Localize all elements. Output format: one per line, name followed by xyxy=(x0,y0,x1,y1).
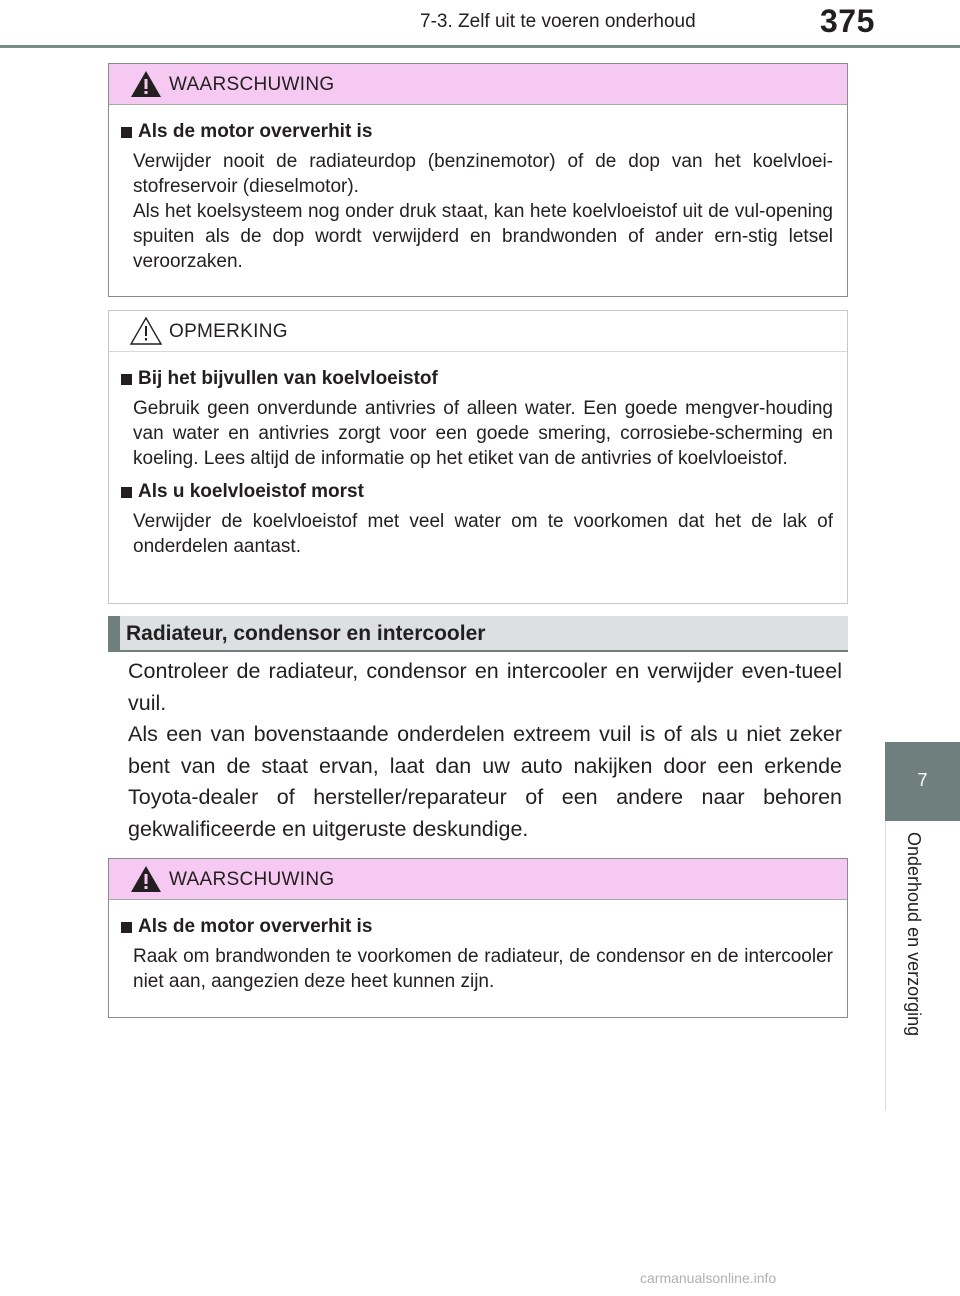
note-item-heading xyxy=(119,368,833,390)
warning-item-text xyxy=(119,944,833,994)
warning-box xyxy=(108,858,848,1018)
running-header: 7-3. Zelf uit te voeren onderhoud xyxy=(420,11,696,32)
warning-item-heading xyxy=(119,916,833,938)
warning-item-text xyxy=(119,149,833,274)
warning-box xyxy=(108,63,848,297)
warning-paragraph: Als het koelsysteem nog onder druk staat, kan hete koelvloeistof uit de vul-opening spuiten als de dop wordt verwijderd en brandwonden of ander ern-stig letsel veroorzaken. xyxy=(133,201,833,272)
bullet-square-icon xyxy=(121,374,132,385)
note-item-heading-text: Bij het bijvullen van koelvloeistof xyxy=(138,368,438,389)
chapter-tab xyxy=(885,742,960,821)
note-item-heading xyxy=(119,481,833,503)
section-heading xyxy=(108,616,848,652)
warning-paragraph: Raak om brandwonden te voorkomen de radiateur, de condensor en de intercooler niet aan, aangezien deze heet kunnen zijn. xyxy=(133,946,833,992)
warning-item-heading-text: Als de motor oververhit is xyxy=(138,121,373,142)
warning-box-title: WAARSCHUWING xyxy=(169,74,335,95)
warning-box-title: WAARSCHUWING xyxy=(169,869,335,890)
warning-paragraph: Verwijder nooit de radiateurdop (benzinemotor) of de dop van het koelvloei-stofreservoir (dieselmotor). xyxy=(133,151,833,197)
chapter-title: Onderhoud en verzorging xyxy=(904,832,924,1037)
note-item-text xyxy=(119,396,833,471)
body-paragraph: Als een van bovenstaande onderdelen extreem vuil is of als u niet zeker bent van de staat ervan, laat dan uw auto nakijken door een erkende Toyota-dealer of hersteller/reparateur of een andere naar behoren gekwalificeerde en uitgeruste deskundige. xyxy=(128,722,842,841)
section-body xyxy=(128,656,842,845)
warning-item xyxy=(119,121,833,274)
body-paragraph: Controleer de radiateur, condensor en intercooler en verwijder even-tueel vuil. xyxy=(128,659,842,715)
warning-box-header xyxy=(109,64,847,105)
warning-box-header xyxy=(109,859,847,900)
note-box-title: OPMERKING xyxy=(169,321,288,342)
warning-triangle-icon xyxy=(129,69,163,99)
bullet-square-icon xyxy=(121,127,132,138)
page-number: 375 xyxy=(820,3,875,39)
section-heading-text: Radiateur, condensor en intercooler xyxy=(126,622,486,645)
warning-item-heading xyxy=(119,121,833,143)
note-box-body xyxy=(109,352,847,575)
note-box xyxy=(108,310,848,604)
warning-triangle-icon xyxy=(129,864,163,894)
warning-item xyxy=(119,916,833,994)
warning-item-heading-text: Als de motor oververhit is xyxy=(138,916,373,937)
note-item-text xyxy=(119,509,833,559)
bullet-square-icon xyxy=(121,922,132,933)
warning-box-body xyxy=(109,105,847,290)
chapter-number: 7 xyxy=(917,770,928,790)
bullet-square-icon xyxy=(121,487,132,498)
header-rule xyxy=(0,45,960,48)
note-item xyxy=(119,481,833,559)
caution-triangle-icon xyxy=(129,316,163,346)
note-item xyxy=(119,368,833,471)
note-box-header xyxy=(109,311,847,352)
note-paragraph: Verwijder de koelvloeistof met veel water om te voorkomen dat het de lak of onderdelen aantast. xyxy=(133,511,833,557)
watermark: carmanualsonline.info xyxy=(640,1270,777,1286)
note-item-heading-text: Als u koelvloeistof morst xyxy=(138,481,364,502)
warning-box-body xyxy=(109,900,847,1010)
note-paragraph: Gebruik geen onverdunde antivries of alleen water. Een goede mengver-houding van water en antivries zorgt voor een goede smering, corrosiebe-scherming en koeling. Lees altijd de informatie op het etiket van de antivries of koelvloeistof. xyxy=(133,398,833,469)
